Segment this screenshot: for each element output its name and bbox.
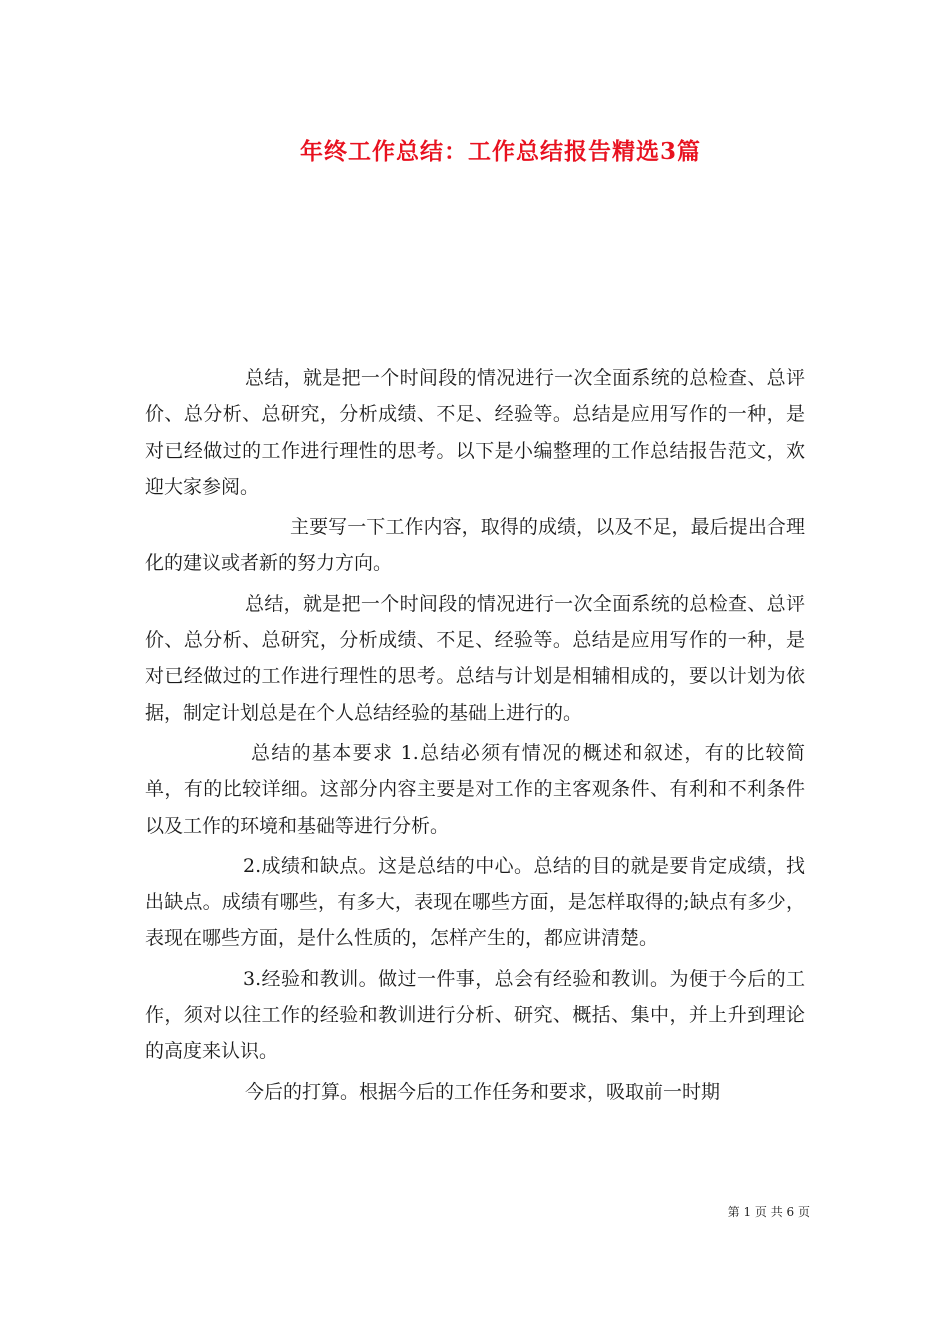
page-number-footer: 第 1 页 共 6 页 [727, 1205, 810, 1219]
paragraph-content-guide: 主要写一下工作内容，取得的成绩，以及不足，最后提出合理化的建议或者新的努力方向。 [145, 516, 805, 575]
document-body [145, 360, 805, 1114]
paragraph-requirement-3: 3.经验和教训。做过一件事，总会有经验和教训。为便于今后的工作，须对以往工作的经验和教训进行分析、研究、概括、集中，并上升到理论的高度来认识。 [145, 967, 805, 1063]
document-title: 年终工作总结：工作总结报告精选3篇 [300, 138, 702, 165]
paragraph-future-plan: 今后的打算。根据今后的工作任务和要求，吸取前一时期 [245, 1080, 721, 1103]
paragraph-requirement-2: 2.成绩和缺点。这是总结的中心。总结的目的就是要肯定成绩，找出缺点。成绩有哪些，有多大，表现在哪些方面，是怎样取得的;缺点有多少，表现在哪些方面，是什么性质的，怎样产生的，都应讲清楚。 [145, 854, 805, 950]
paragraph-definition: 总结，就是把一个时间段的情况进行一次全面系统的总检查、总评价、总分析、总研究，分析成绩、不足、经验等。总结是应用写作的一种，是对已经做过的工作进行理性的思考。总结与计划是相辅相成的，要以计划为依据，制定计划总是在个人总结经验的基础上进行的。 [145, 592, 805, 724]
paragraph-requirement-1: 总结的基本要求 1.总结必须有情况的概述和叙述，有的比较简单，有的比较详细。这部分内容主要是对工作的主客观条件、有利和不利条件以及工作的环境和基础等进行分析。 [145, 741, 805, 837]
paragraph-intro: 总结，就是把一个时间段的情况进行一次全面系统的总检查、总评价、总分析、总研究，分析成绩、不足、经验等。总结是应用写作的一种，是对已经做过的工作进行理性的思考。以下是小编整理的工作总结报告范文，欢迎大家参阅。 [145, 367, 805, 498]
